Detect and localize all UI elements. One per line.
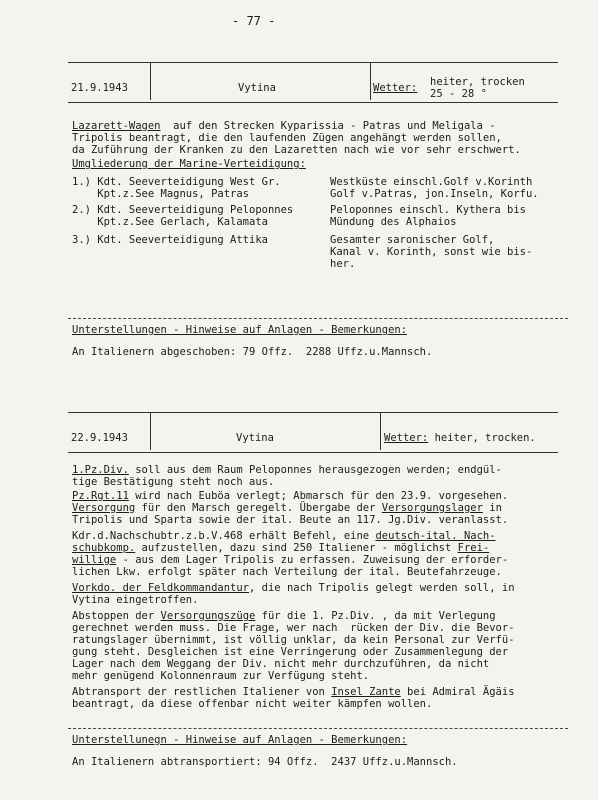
entry2-footer-heading: Unterstellunegn - Hinweise auf Anlagen - Bemerkungen:	[72, 734, 408, 746]
entry1-item2-right1: Peloponnes einschl. Kythera bis	[330, 204, 526, 216]
entry1-item1-left2: Kpt.z.See Magnus, Patras	[72, 188, 250, 200]
entry2-header-rule	[68, 452, 558, 453]
entry2-p2-line1: Pz.Rgt.11 wird nach Euböa verlegt; Abmarsch für den 23.9. vorgesehen.	[72, 490, 509, 502]
entry1-footer-heading: Unterstellungen - Hinweise auf Anlagen - Bemerkungen:	[72, 324, 408, 336]
entry1-para1-line2: Tripolis beantragt, die den laufenden Zügen angehängt werden sollen,	[72, 132, 502, 144]
entry1-para1-line1: Lazarett-Wagen auf den Strecken Kyparissia - Patras und Meligala -	[72, 120, 496, 132]
entry2-top-rule	[68, 412, 558, 413]
entry2-p5-line6: mehr genügend Kolonnenraum zur Verfügung steht.	[72, 670, 370, 682]
lazarett-wagen-term: Lazarett-Wagen	[72, 120, 161, 132]
entry2-divider-1	[150, 412, 151, 450]
entry2-p3-line2: schubkomp. aufzustellen, dazu sind 250 Italiener - möglichst Frei-	[72, 542, 490, 554]
entry1-divider-2	[370, 62, 371, 100]
entry2-p5-line5: Lager nach dem Weggang der Div. nicht mehr durchzuführen, da nicht	[72, 658, 490, 670]
entry1-item2-right2: Mündung des Alphaios	[330, 216, 457, 228]
entry2-p4-line1: Vorkdo. der Feldkommandantur, die nach Tripolis gelegt werden soll, in	[72, 582, 515, 594]
entry2-date: 22.9.1943	[71, 432, 128, 444]
entry1-item3-right2: Kanal v. Korinth, sonst wie bis-	[330, 246, 533, 258]
entry2-place: Vytina	[236, 432, 274, 444]
entry1-footer-text: An Italienern abgeschoben: 79 Offz. 2288 Uffz.u.Mannsch.	[72, 346, 433, 358]
entry2-p5-line4: gung steht. Desgleichen ist eine Verringerung oder Zusammenlegung der	[72, 646, 509, 658]
entry2-p6-line2: beantragt, da diese offenbar nicht weiter kämpfen wollen.	[72, 698, 433, 710]
entry1-header-rule	[68, 102, 558, 103]
entry1-divider-1	[150, 62, 151, 100]
entry2-footer-text: An Italienern abtransportiert: 94 Offz. 2437 Uffz.u.Mannsch.	[72, 756, 458, 768]
entry2-p3-line3: willige - aus dem Lager Tripolis zu erfassen. Zuweisung der erforder-	[72, 554, 509, 566]
entry2-p5-line2: gerechnet werden muss. Die Frage, wer nach rücken der Div. die Bevor-	[72, 622, 515, 634]
entry2-footer-rule	[68, 728, 568, 729]
entry1-place: Vytina	[238, 82, 276, 94]
entry2-p6-line1: Abtransport der restlichen Italiener von Insel Zante bei Admiral Ägäis	[72, 686, 515, 698]
entry1-para1-line3: da Zuführung der Kranken zu den Lazaretten nach wie vor sehr erschwert.	[72, 144, 521, 156]
entry2-weather: Wetter: heiter, trocken.	[384, 432, 536, 444]
entry1-heading: Umgliederung der Marine-Verteidigung:	[72, 158, 306, 170]
entry2-weather-label: Wetter:	[384, 432, 429, 444]
entry1-item3-right3: her.	[330, 258, 356, 270]
entry2-divider-2	[380, 412, 381, 450]
entry1-item1-right1: Westküste einschl.Golf v.Korinth	[330, 176, 533, 188]
entry1-item1-right2: Golf v.Patras, jon.Inseln, Korfu.	[330, 188, 539, 200]
entry1-footer-rule	[68, 318, 568, 319]
entry1-weather-line1: heiter, trocken	[430, 76, 525, 88]
entry1-item2-left1: 2.) Kdt. Seeverteidigung Peloponnes	[72, 204, 294, 216]
entry2-p2-line3: Tripolis und Sparta sowie der ital. Beute an 117. Jg.Div. veranlasst.	[72, 514, 509, 526]
entry2-p4-line2: Vytina eingetroffen.	[72, 594, 199, 606]
entry2-p5-line3: ratungslager übernimmt, ist völlig unklar, da kein Personal zur Verfü-	[72, 634, 515, 646]
entry2-p3-line1: Kdr.d.Nachschubtr.z.b.V.468 erhält Befehl, eine deutsch-ital. Nach-	[72, 530, 496, 542]
entry2-p2-line2: Versorgung für den Marsch geregelt. Übergabe der Versorgungslager in	[72, 502, 502, 514]
entry1-item2-left2: Kpt.z.See Gerlach, Kalamata	[72, 216, 268, 228]
entry1-date: 21.9.1943	[71, 82, 128, 94]
entry2-p1-line2: tige Bestätigung steht noch aus.	[72, 476, 275, 488]
entry1-weather-line2: 25 - 28 °	[430, 88, 487, 100]
entry1-item3-left1: 3.) Kdt. Seeverteidigung Attika	[72, 234, 268, 246]
entry1-top-rule	[68, 62, 558, 63]
entry2-p5-line1: Abstoppen der Versorgungszüge für die 1. Pz.Div. , da mit Verlegung	[72, 610, 496, 622]
entry2-p1-line1: 1.Pz.Div. soll aus dem Raum Peloponnes herausgezogen werden; endgül-	[72, 464, 502, 476]
page-number: - 77 -	[232, 14, 276, 28]
entry2-p3-line4: lichen Lkw. erfolgt später nach Verteilung der ital. Beutefahrzeuge.	[72, 566, 502, 578]
entry1-item1-left1: 1.) Kdt. Seeverteidigung West Gr.	[72, 176, 281, 188]
entry1-weather-label: Wetter:	[373, 82, 418, 94]
entry1-item3-right1: Gesamter saronischer Golf,	[330, 234, 495, 246]
